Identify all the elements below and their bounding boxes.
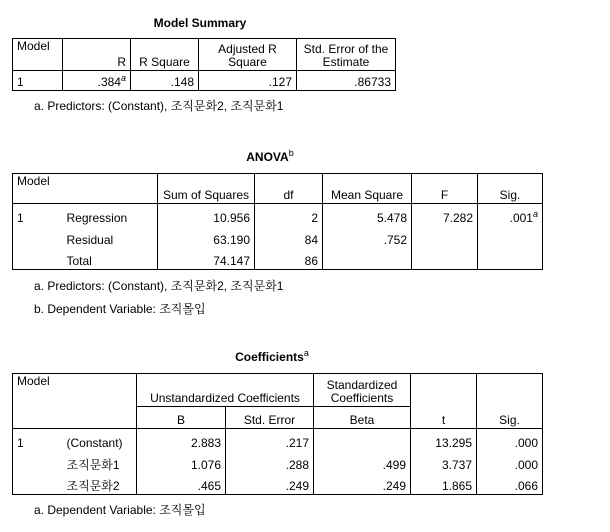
cell-sig: .000 <box>477 429 543 451</box>
anova-row-label: Residual <box>63 226 158 248</box>
coef-header-standardized: Standardized Coefficients <box>314 374 411 407</box>
model-summary-note-a: a. Predictors: (Constant), 조직문화2, 조직문화1 <box>34 99 284 113</box>
coef-header-unstandardized: Unstandardized Coefficients <box>137 374 314 407</box>
cell-b: .465 <box>137 473 226 495</box>
empty-cell <box>13 451 63 473</box>
model-summary-title: Model Summary <box>153 16 247 30</box>
anova-header-ms: Mean Square <box>323 174 412 204</box>
table-row <box>13 473 543 495</box>
cell-ss: 63.190 <box>158 226 255 248</box>
cell-sig: .000 <box>477 451 543 473</box>
cell-ms: 5.478 <box>323 204 412 226</box>
anova-note-b: b. Dependent Variable: 조직몰입 <box>34 302 206 316</box>
table-row <box>13 451 543 473</box>
coef-row-label: 조직문화2 <box>63 473 137 495</box>
cell-ms: .752 <box>323 226 412 248</box>
col-header-std-error: Std. Error of the Estimate <box>297 39 396 71</box>
anova-header-spacer <box>63 174 158 204</box>
model-number: 1 <box>13 71 63 91</box>
coefficients-table <box>12 373 543 495</box>
cell-beta <box>314 429 411 451</box>
col-header-model: Model <box>13 39 63 71</box>
cell-sig: .066 <box>477 473 543 495</box>
coef-row-label: (Constant) <box>63 429 137 451</box>
cell-b: 2.883 <box>137 429 226 451</box>
cell-f <box>412 248 478 270</box>
cell-ss: 10.956 <box>158 204 255 226</box>
coef-header-beta: Beta <box>314 407 411 429</box>
cell-df: 2 <box>255 204 323 226</box>
cell-df: 86 <box>255 248 323 270</box>
cell-r: .384$^a$ <box>63 71 131 91</box>
coef-header-se: Std. Error <box>226 407 314 429</box>
coef-row-label: 조직문화1 <box>63 451 137 473</box>
cell-ms <box>323 248 412 270</box>
anova-row-label: Total <box>63 248 158 270</box>
table-row <box>13 204 543 226</box>
cell-std-error: .86733 <box>297 71 396 91</box>
table-row <box>13 248 543 270</box>
model-summary-table <box>12 38 396 91</box>
anova-row-label: Regression <box>63 204 158 226</box>
cell-b: 1.076 <box>137 451 226 473</box>
anova-note-a: a. Predictors: (Constant), 조직문화2, 조직문화1 <box>34 279 284 293</box>
anova-table <box>12 173 543 270</box>
anova-header-model: Model <box>13 174 63 204</box>
anova-model-number: 1 <box>13 204 63 226</box>
empty-cell <box>13 473 63 495</box>
cell-r-square: .148 <box>131 71 199 91</box>
empty-cell <box>13 248 63 270</box>
coefficients-note-a: a. Dependent Variable: 조직몰입 <box>34 503 206 517</box>
coef-header-t: t <box>411 407 477 429</box>
cell-beta: .249 <box>314 473 411 495</box>
cell-sig: .001$^a$ <box>478 204 543 226</box>
col-header-r-square: R Square <box>131 39 199 71</box>
cell-se: .217 <box>226 429 314 451</box>
coef-header-t-top <box>411 374 477 407</box>
anova-header-f: F <box>412 174 478 204</box>
coef-header-sig: Sig. <box>477 407 543 429</box>
coef-header-sig-top <box>477 374 543 407</box>
coef-header-b: B <box>137 407 226 429</box>
cell-t: 1.865 <box>411 473 477 495</box>
anova-header-df: df <box>255 174 323 204</box>
cell-se: .288 <box>226 451 314 473</box>
coef-header-model: Model <box>13 374 63 407</box>
col-header-r: R <box>63 39 131 71</box>
coef-model-number: 1 <box>13 429 63 451</box>
anova-header-ss: Sum of Squares <box>158 174 255 204</box>
empty-cell <box>63 407 137 429</box>
empty-cell <box>13 407 63 429</box>
table-row <box>13 226 543 248</box>
cell-beta: .499 <box>314 451 411 473</box>
cell-ss: 74.147 <box>158 248 255 270</box>
coef-header-spacer <box>63 374 137 407</box>
anova-header-sig: Sig. <box>478 174 543 204</box>
cell-se: .249 <box>226 473 314 495</box>
coefficients-title: Coefficients$^a$ <box>235 348 309 364</box>
cell-f <box>412 226 478 248</box>
anova-title: ANOVA$^b$ <box>246 148 294 164</box>
cell-f: 7.282 <box>412 204 478 226</box>
empty-cell <box>13 226 63 248</box>
cell-sig <box>478 248 543 270</box>
cell-df: 84 <box>255 226 323 248</box>
cell-sig <box>478 226 543 248</box>
cell-t: 13.295 <box>411 429 477 451</box>
cell-adj-r-square: .127 <box>199 71 297 91</box>
col-header-adj-r-square: Adjusted R Square <box>199 39 297 71</box>
table-row <box>13 429 543 451</box>
cell-t: 3.737 <box>411 451 477 473</box>
